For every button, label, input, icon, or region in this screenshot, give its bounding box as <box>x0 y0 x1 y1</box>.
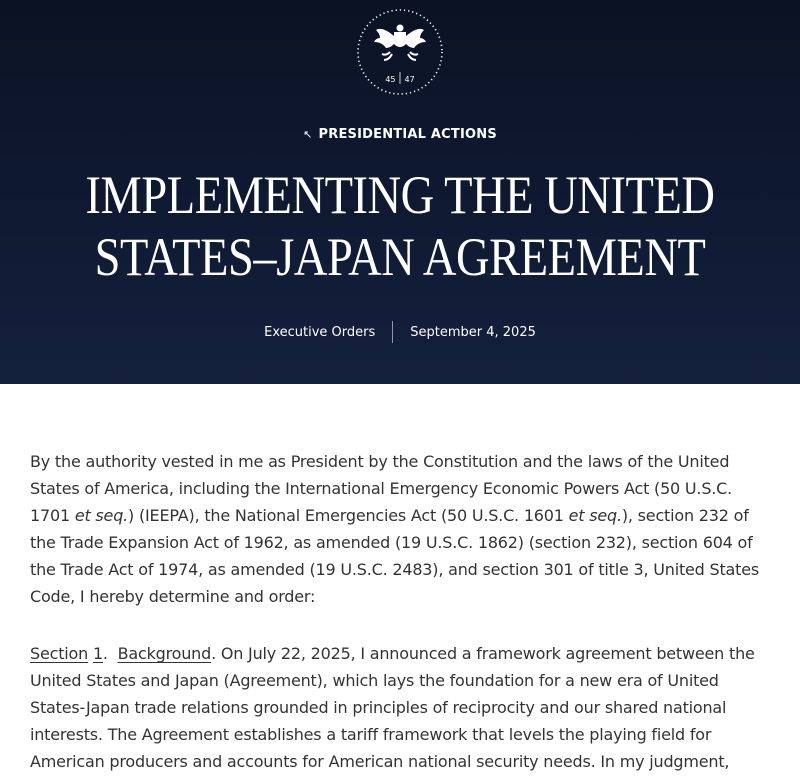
category-tag[interactable]: Executive Orders <box>264 324 376 340</box>
intro-text-3: ), section 232 of the Trade Expansion Act of 1962, as amended (19 U.S.C. 1862) (section 232), section 604 of the Trade Act of 1974, as amended (19 U.S.C. 2483), and section 301 of title 3, United States Code, I hereby determine and order: <box>30 506 759 606</box>
intro-text-2: ) (IEEPA), the National Emergencies Act (50 U.S.C. 1601 <box>128 506 569 525</box>
section-label: Section <box>30 644 89 663</box>
intro-paragraph <box>0 448 800 610</box>
page-title-line-2: STATES–JAPAN AGREEMENT <box>94 227 706 287</box>
presidential-actions-label: PRESIDENTIAL ACTIONS <box>318 127 497 142</box>
publish-date: September 4, 2025 <box>410 324 536 340</box>
intro-italic-2: et seq. <box>568 506 622 525</box>
category-breadcrumb <box>0 127 800 142</box>
presidential-seal-icon[interactable] <box>356 8 444 96</box>
page-title-line-1: IMPLEMENTING THE UNITED <box>85 165 715 225</box>
section-1-paragraph: Section 1. Background. On July 22, 2025, I announced a framework agreement between the United States and Japan (Agreement), which lays the foundation for a new era of United States-Japan trade relations grounded in principles of reciprocity and our shared national interests. The Agreement establishes a tariff framework that levels the playing field for American producers and accounts for American national security needs. In my judgment, <box>30 644 755 771</box>
page-title <box>56 164 744 288</box>
seal-number-right: 47 <box>404 75 415 84</box>
arrow-up-left-icon: ↖ <box>303 128 313 141</box>
intro-italic-1: et seq. <box>74 506 129 525</box>
section-1-text: . On July 22, 2025, I announced a framework agreement between the United States and Japan (Agreement), which lays the foundation for a new era of United States-Japan trade relations grounded in principles of reciprocity and our shared national interests. The Agreement establishes a tariff framework that levels the playing field for American producers and accounts for American national security needs. In my judgment, <box>30 644 755 771</box>
presidential-actions-link[interactable] <box>303 127 497 142</box>
intro-text-1: By the authority vested in me as President by the Constitution and the laws of the United States of America, including the International Emergency Economic Powers Act (50 U.S.C. 1701 <box>30 452 733 525</box>
section-heading: Background <box>117 644 212 663</box>
section-number: 1 <box>92 644 103 663</box>
page-hero <box>0 0 800 384</box>
post-meta <box>0 321 800 343</box>
seal-number-left: 45 <box>385 75 396 84</box>
meta-divider <box>392 321 393 343</box>
